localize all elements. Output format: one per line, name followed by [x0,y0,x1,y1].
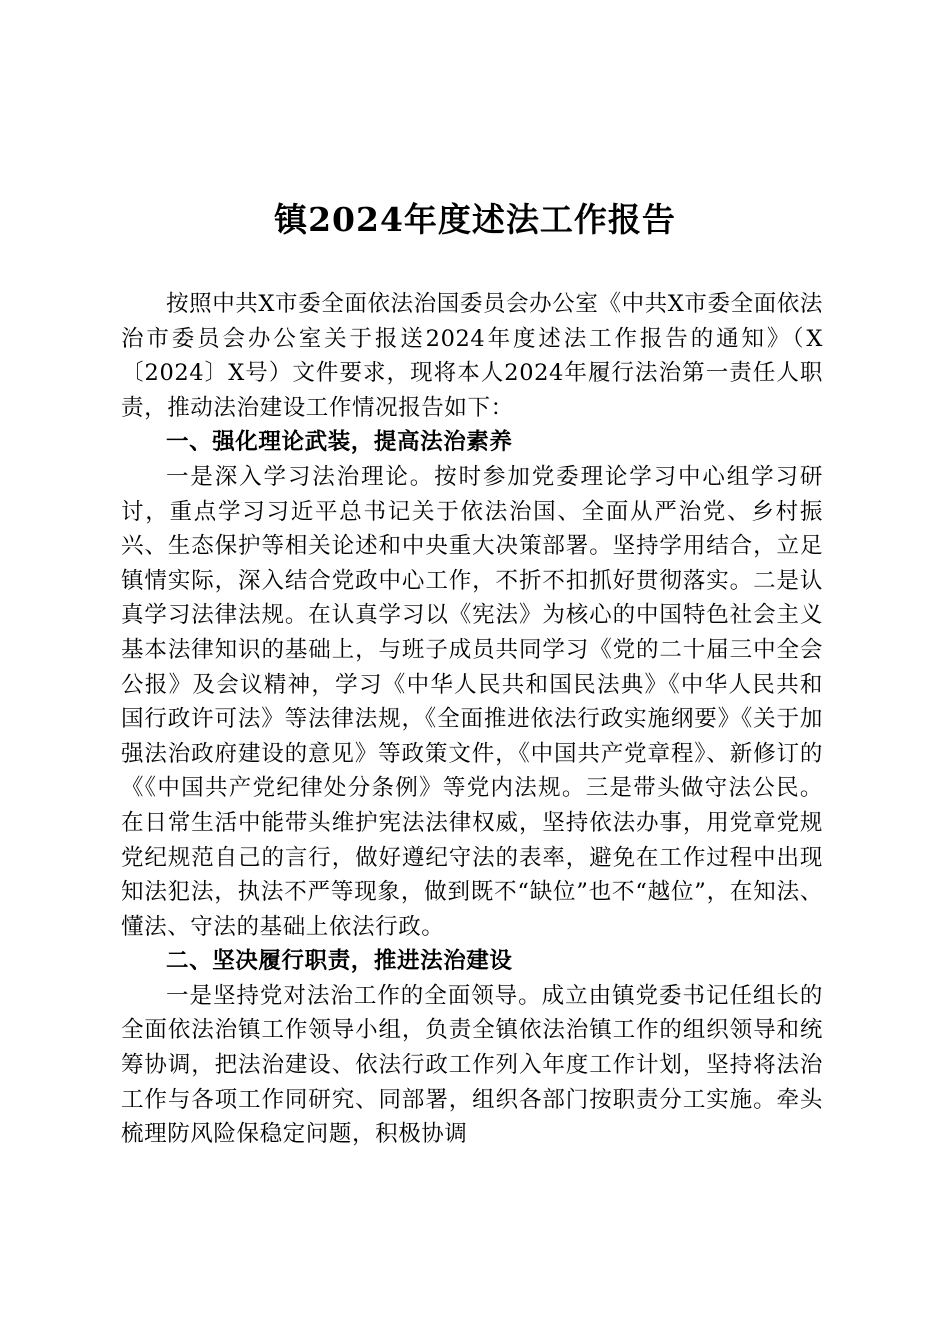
section-1-paragraph: 一是深入学习法治理论。按时参加党委理论学习中心组学习研讨，重点学习习近平总书记关于依法治国、全面从严治党、乡村振兴、生态保护等相关论述和中央重大决策部署。坚持学用结合，立足镇情实际，深入结合党政中心工作，不折不扣抓好贯彻落实。二是认真学习法律法规。在认真学习以《宪法》为核心的中国特色社会主义基本法律知识的基础上，与班子成员共同学习《党的二十届三中全会公报》及会议精神，学习《中华人民共和国民法典》《中华人民共和国行政许可法》等法律法规，《全面推进依法行政实施纲要》《关于加强法治政府建设的意见》等政策文件，《中国共产党章程》、新修订的《《中国共产党纪律处分条例》等党内法规。三是带头做守法公民。在日常生活中能带头维护宪法法律权威，坚持依法办事，用党章党规党纪规范自己的言行，做好遵纪守法的表率，避免在工作过程中出现知法犯法，执法不严等现象，做到既不“缺位”也不“越位”，在知法、懂法、守法的基础上依法行政。 [121,463,823,940]
document-title: 镇2024年度述法工作报告 [274,200,676,239]
section-heading-1: 一、强化理论武装，提高法治素养 [166,429,513,456]
section-2-paragraph: 一是坚持党对法治工作的全面领导。成立由镇党委书记任组长的全面依法治镇工作领导小组，负责全镇依法治镇工作的组织领导和统筹协调，把法治建设、依法行政工作列入年度工作计划，坚持将法治工作与各项工作同研究、同部署，组织各部门按职责分工实施。牵头梳理防风险保稳定问题，积极协调 [121,982,823,1148]
section-heading-2: 二、坚决履行职责，推进法治建设 [166,948,513,975]
document-body [121,287,823,1152]
intro-paragraph: 按照中共X市委全面依法治国委员会办公室《中共X市委全面依法治市委员会办公室关于报送2024年度述法工作报告的通知》（X〔2024〕X号）文件要求，现将本人2024年履行法治第一责任人职责，推动法治建设工作情况报告如下： [121,291,823,421]
